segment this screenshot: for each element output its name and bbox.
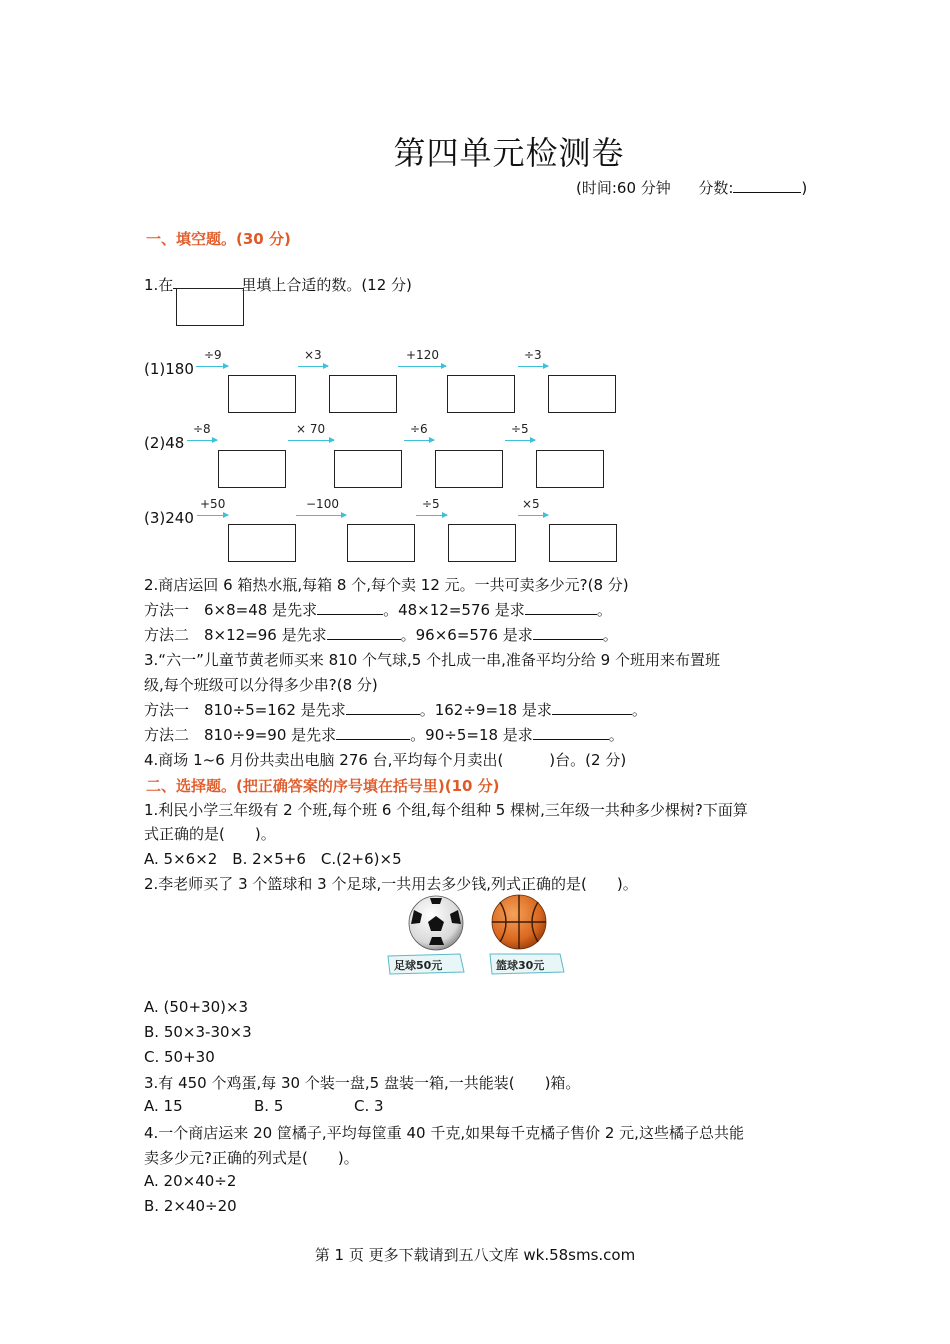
- score-label: 分数:: [698, 179, 734, 197]
- arrow-icon: [505, 440, 535, 441]
- football-tag-label: 足球50元: [394, 959, 443, 972]
- page-footer: 第 1 页 更多下载请到五八文库 wk.58sms.com: [314, 1246, 636, 1264]
- s2q4-optB: B. 2×40÷20: [144, 1197, 237, 1215]
- s2q4-optA: A. 20×40÷2: [144, 1172, 237, 1190]
- q4-stem: 4.商场 1~6 月份共卖出电脑 276 台,平均每个月卖出( )台。(2 分): [144, 751, 627, 769]
- row1-label: (1)180: [144, 360, 194, 378]
- row2-op3: ÷6: [410, 422, 428, 436]
- s2q2-optC: C. 50+30: [144, 1048, 215, 1066]
- row3-op2: −100: [306, 497, 339, 511]
- s2q2-stem: 2.李老师买了 3 个篮球和 3 个足球,一共用去多少钱,列式正确的是( )。: [144, 875, 638, 893]
- answer-box[interactable]: [435, 450, 503, 488]
- answer-box[interactable]: [447, 375, 515, 413]
- answer-box[interactable]: [218, 450, 286, 488]
- arrow-icon: [398, 366, 446, 367]
- arrow-icon: [404, 440, 434, 441]
- row1-op2: ×3: [304, 348, 322, 362]
- q2-stem: 2.商店运回 6 箱热水瓶,每箱 8 个,每个卖 12 元。一共可卖多少元?(8 分): [144, 576, 629, 594]
- arrow-icon: [296, 515, 346, 516]
- answer-box[interactable]: [329, 375, 397, 413]
- row1-op3: +120: [406, 348, 439, 362]
- basketball-icon: [492, 895, 546, 949]
- answer-box[interactable]: [228, 524, 296, 562]
- q2-method2: 方法二 8×12=96 是先求 。96×6=576 是求 。: [144, 626, 618, 644]
- row3-label: (3)240: [144, 509, 194, 527]
- arrow-icon: [288, 440, 334, 441]
- arrow-icon: [518, 515, 548, 516]
- time-label: (时间:60 分钟: [576, 179, 671, 197]
- q2-method1: 方法一 6×8=48 是先求 。48×12=576 是求 。: [144, 601, 612, 619]
- page-title: 第四单元检测卷: [393, 134, 625, 172]
- row1-op4: ÷3: [524, 348, 542, 362]
- basketball-tag-label: 篮球30元: [496, 959, 545, 972]
- row3-op3: ÷5: [422, 497, 440, 511]
- arrow-icon: [298, 366, 328, 367]
- arrow-icon: [416, 515, 447, 516]
- row2-label: (2)48: [144, 434, 185, 452]
- arrow-icon: [187, 440, 217, 441]
- row2-op2: × 70: [296, 422, 326, 436]
- section2-heading: 二、选择题。(把正确答案的序号填在括号里)(10 分): [146, 777, 500, 795]
- row3-op1: +50: [200, 497, 226, 511]
- s2q4-stem2: 卖多少元?正确的列式是( )。: [144, 1149, 359, 1167]
- arrow-icon: [518, 366, 548, 367]
- row2-op1: ÷8: [193, 422, 211, 436]
- q3-stem1: 3.“六一”儿童节黄老师买来 810 个气球,5 个扎成一串,准备平均分给 9 个班用来布置班: [144, 651, 720, 669]
- answer-box[interactable]: [549, 524, 617, 562]
- row2-op4: ÷5: [511, 422, 529, 436]
- answer-box[interactable]: [448, 524, 516, 562]
- score-blank[interactable]: [733, 192, 801, 193]
- row1-op1: ÷9: [204, 348, 222, 362]
- s2q2-optB: B. 50×3-30×3: [144, 1023, 252, 1041]
- time-score-line: (时间:60 分钟 分数: ): [576, 179, 808, 197]
- s2q4-stem1: 4.一个商店运来 20 筐橘子,平均每筐重 40 千克,如果每千克橘子售价 2 元,这些橘子总共能: [144, 1124, 744, 1142]
- football-icon: [409, 896, 463, 950]
- row3-op4: ×5: [522, 497, 540, 511]
- q3-method2: 方法二 810÷9=90 是先求 。90÷5=18 是求 。: [144, 726, 624, 744]
- example-box: [176, 288, 244, 326]
- arrow-icon: [197, 515, 228, 516]
- s2q1-options: A. 5×6×2 B. 2×5+6 C.(2+6)×5: [144, 850, 402, 868]
- answer-box[interactable]: [334, 450, 402, 488]
- q1-stem: 1.在 里填上合适的数。(12 分): [144, 276, 412, 294]
- section1-heading: 一、填空题。(30 分): [146, 230, 291, 248]
- s2q3-optB: B. 5: [254, 1097, 284, 1115]
- arrow-icon: [196, 366, 228, 367]
- s2q3-optA: A. 15: [144, 1097, 183, 1115]
- answer-box[interactable]: [536, 450, 604, 488]
- s2q2-optA: A. (50+30)×3: [144, 998, 249, 1016]
- answer-box[interactable]: [548, 375, 616, 413]
- q3-stem2: 级,每个班级可以分得多少串?(8 分): [144, 676, 378, 694]
- answer-box[interactable]: [228, 375, 296, 413]
- s2q3-stem: 3.有 450 个鸡蛋,每 30 个装一盘,5 盘装一箱,一共能装( )箱。: [144, 1074, 581, 1092]
- q3-method1: 方法一 810÷5=162 是先求 。162÷9=18 是求 。: [144, 701, 647, 719]
- answer-box[interactable]: [347, 524, 415, 562]
- s2q3-optC: C. 3: [354, 1097, 384, 1115]
- s2q1-stem2: 式正确的是( )。: [144, 825, 276, 843]
- s2q1-stem1: 1.利民小学三年级有 2 个班,每个班 6 个组,每个组种 5 棵树,三年级一共种多少棵树?下面算: [144, 801, 748, 819]
